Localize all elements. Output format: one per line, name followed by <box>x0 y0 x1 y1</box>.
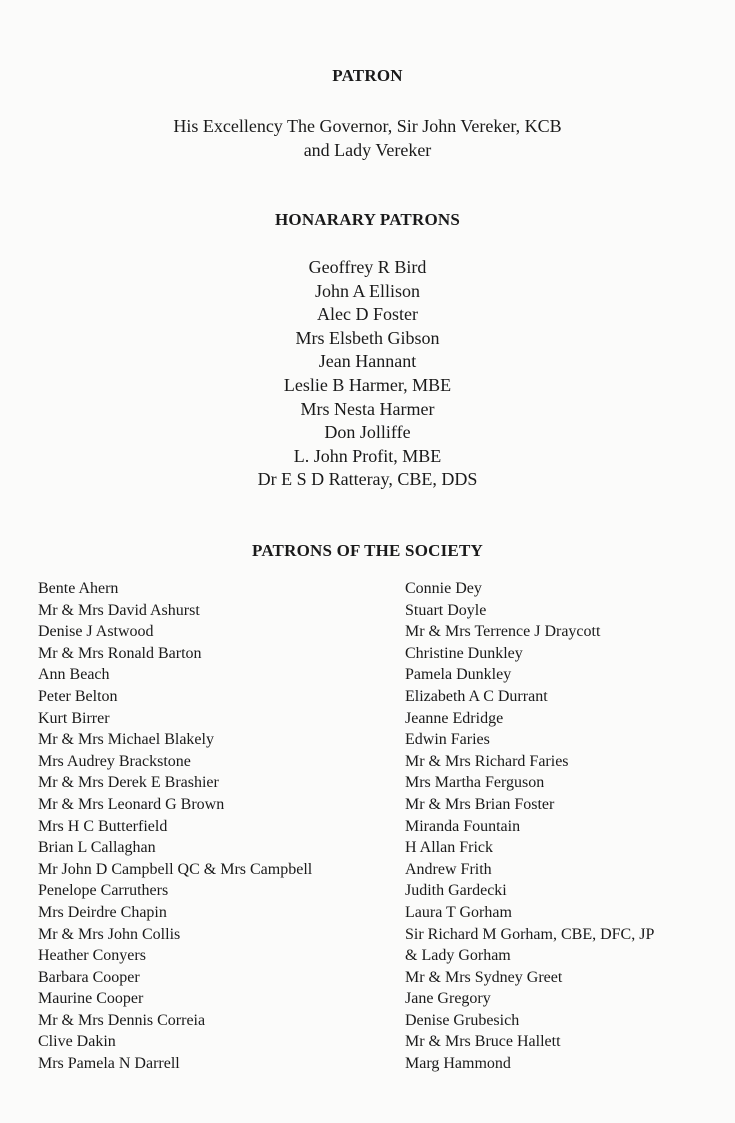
patron-name: Andrew Frith <box>405 860 492 878</box>
patron-name: Christine Dunkley <box>405 644 523 662</box>
patron-name: Pamela Dunkley <box>405 666 512 684</box>
honorary-patron-name: Mrs Nesta Harmer <box>300 398 435 419</box>
honorary-patrons-heading: HONARARY PATRONS <box>274 210 461 229</box>
patron-line: His Excellency The Governor, Sir John Vereker, KCB <box>173 116 562 136</box>
patron-name: Mr & Mrs Sydney Greet <box>405 968 563 986</box>
patron-name: Brian L Callaghan <box>38 839 156 857</box>
patron-name: Bente Ahern <box>38 580 119 597</box>
patron-name: Mr & Mrs Leonard G Brown <box>38 795 225 813</box>
patron-name: Stuart Doyle <box>405 601 487 619</box>
patron-name: Edwin Faries <box>405 731 490 749</box>
patrons-right-column <box>405 578 654 1075</box>
patron-name: Mrs Deirdre Chapin <box>38 903 167 921</box>
patron-name: Mrs H C Butterfield <box>38 817 168 835</box>
patron-name: Denise Grubesich <box>405 1011 520 1029</box>
patron-name: Laura T Gorham <box>405 903 512 921</box>
patron-name: Denise J Astwood <box>38 623 154 641</box>
patron-line: and Lady Vereker <box>303 139 432 160</box>
patron-name: Mr & Mrs John Collis <box>38 925 181 943</box>
patron-name: Mrs Audrey Brackstone <box>38 752 191 770</box>
patron-heading: PATRON <box>332 66 403 85</box>
patron-name: Penelope Carruthers <box>38 882 169 900</box>
honorary-patrons-list <box>0 256 735 492</box>
patron-name: Connie Dey <box>405 580 482 597</box>
patron-name: Mr John D Campbell QC & Mrs Campbell <box>38 860 313 878</box>
patron-name: Maurine Cooper <box>38 990 144 1008</box>
patron-name: Elizabeth A C Durrant <box>405 687 548 705</box>
patron-name: Miranda Fountain <box>405 817 521 835</box>
patron-name: Heather Conyers <box>38 947 146 965</box>
patron-name: Mr & Mrs Dennis Correia <box>38 1011 206 1029</box>
honorary-patron-name: Jean Hannant <box>318 351 417 372</box>
patron-name: Peter Belton <box>38 687 118 705</box>
patron-name: Barbara Cooper <box>38 968 140 986</box>
patron-name: Ann Beach <box>38 666 110 684</box>
honorary-patron-name: Don Jolliffe <box>324 422 411 443</box>
patron-name: Jeanne Edridge <box>405 709 504 727</box>
patron-name: Marg Hammond <box>405 1055 511 1073</box>
patron-name: Mr & Mrs Bruce Hallett <box>405 1033 561 1051</box>
patron-name: H Allan Frick <box>405 839 493 857</box>
patron-name: Mrs Martha Ferguson <box>405 774 545 792</box>
patron-name: & Lady Gorham <box>405 947 511 965</box>
honorary-patron-name: Alec D Foster <box>317 304 418 325</box>
patron-name: Mr & Mrs Ronald Barton <box>38 644 202 662</box>
patrons-of-society-heading: PATRONS OF THE SOCIETY <box>252 541 483 560</box>
patron-name: Mr & Mrs David Ashurst <box>38 601 200 619</box>
patron-name: Kurt Birrer <box>38 709 110 727</box>
patron-name: Mr & Mrs Brian Foster <box>405 795 555 813</box>
honorary-patron-name: Leslie B Harmer, MBE <box>283 374 452 395</box>
patron-name: Mr & Mrs Terrence J Draycott <box>405 623 601 641</box>
honorary-patron-name: Geoffrey R Bird <box>308 257 427 277</box>
honorary-patron-name: L. John Profit, MBE <box>293 445 442 466</box>
patron-name: Mr & Mrs Michael Blakely <box>38 731 214 749</box>
patron-name: Jane Gregory <box>405 990 491 1008</box>
patron-name: Mr & Mrs Richard Faries <box>405 752 569 770</box>
honorary-patron-name: John A Ellison <box>314 280 421 301</box>
patrons-left-column <box>38 578 312 1075</box>
patron-name: Clive Dakin <box>38 1033 116 1051</box>
patron-name: Judith Gardecki <box>405 882 507 900</box>
honorary-patron-name: Mrs Elsbeth Gibson <box>295 327 440 348</box>
patron-block <box>0 115 735 162</box>
patron-name: Mr & Mrs Derek E Brashier <box>38 774 219 792</box>
patron-name: Sir Richard M Gorham, CBE, DFC, JP <box>405 925 655 943</box>
patron-name: Mrs Pamela N Darrell <box>38 1055 180 1073</box>
honorary-patron-name: Dr E S D Ratteray, CBE, DDS <box>257 469 478 490</box>
